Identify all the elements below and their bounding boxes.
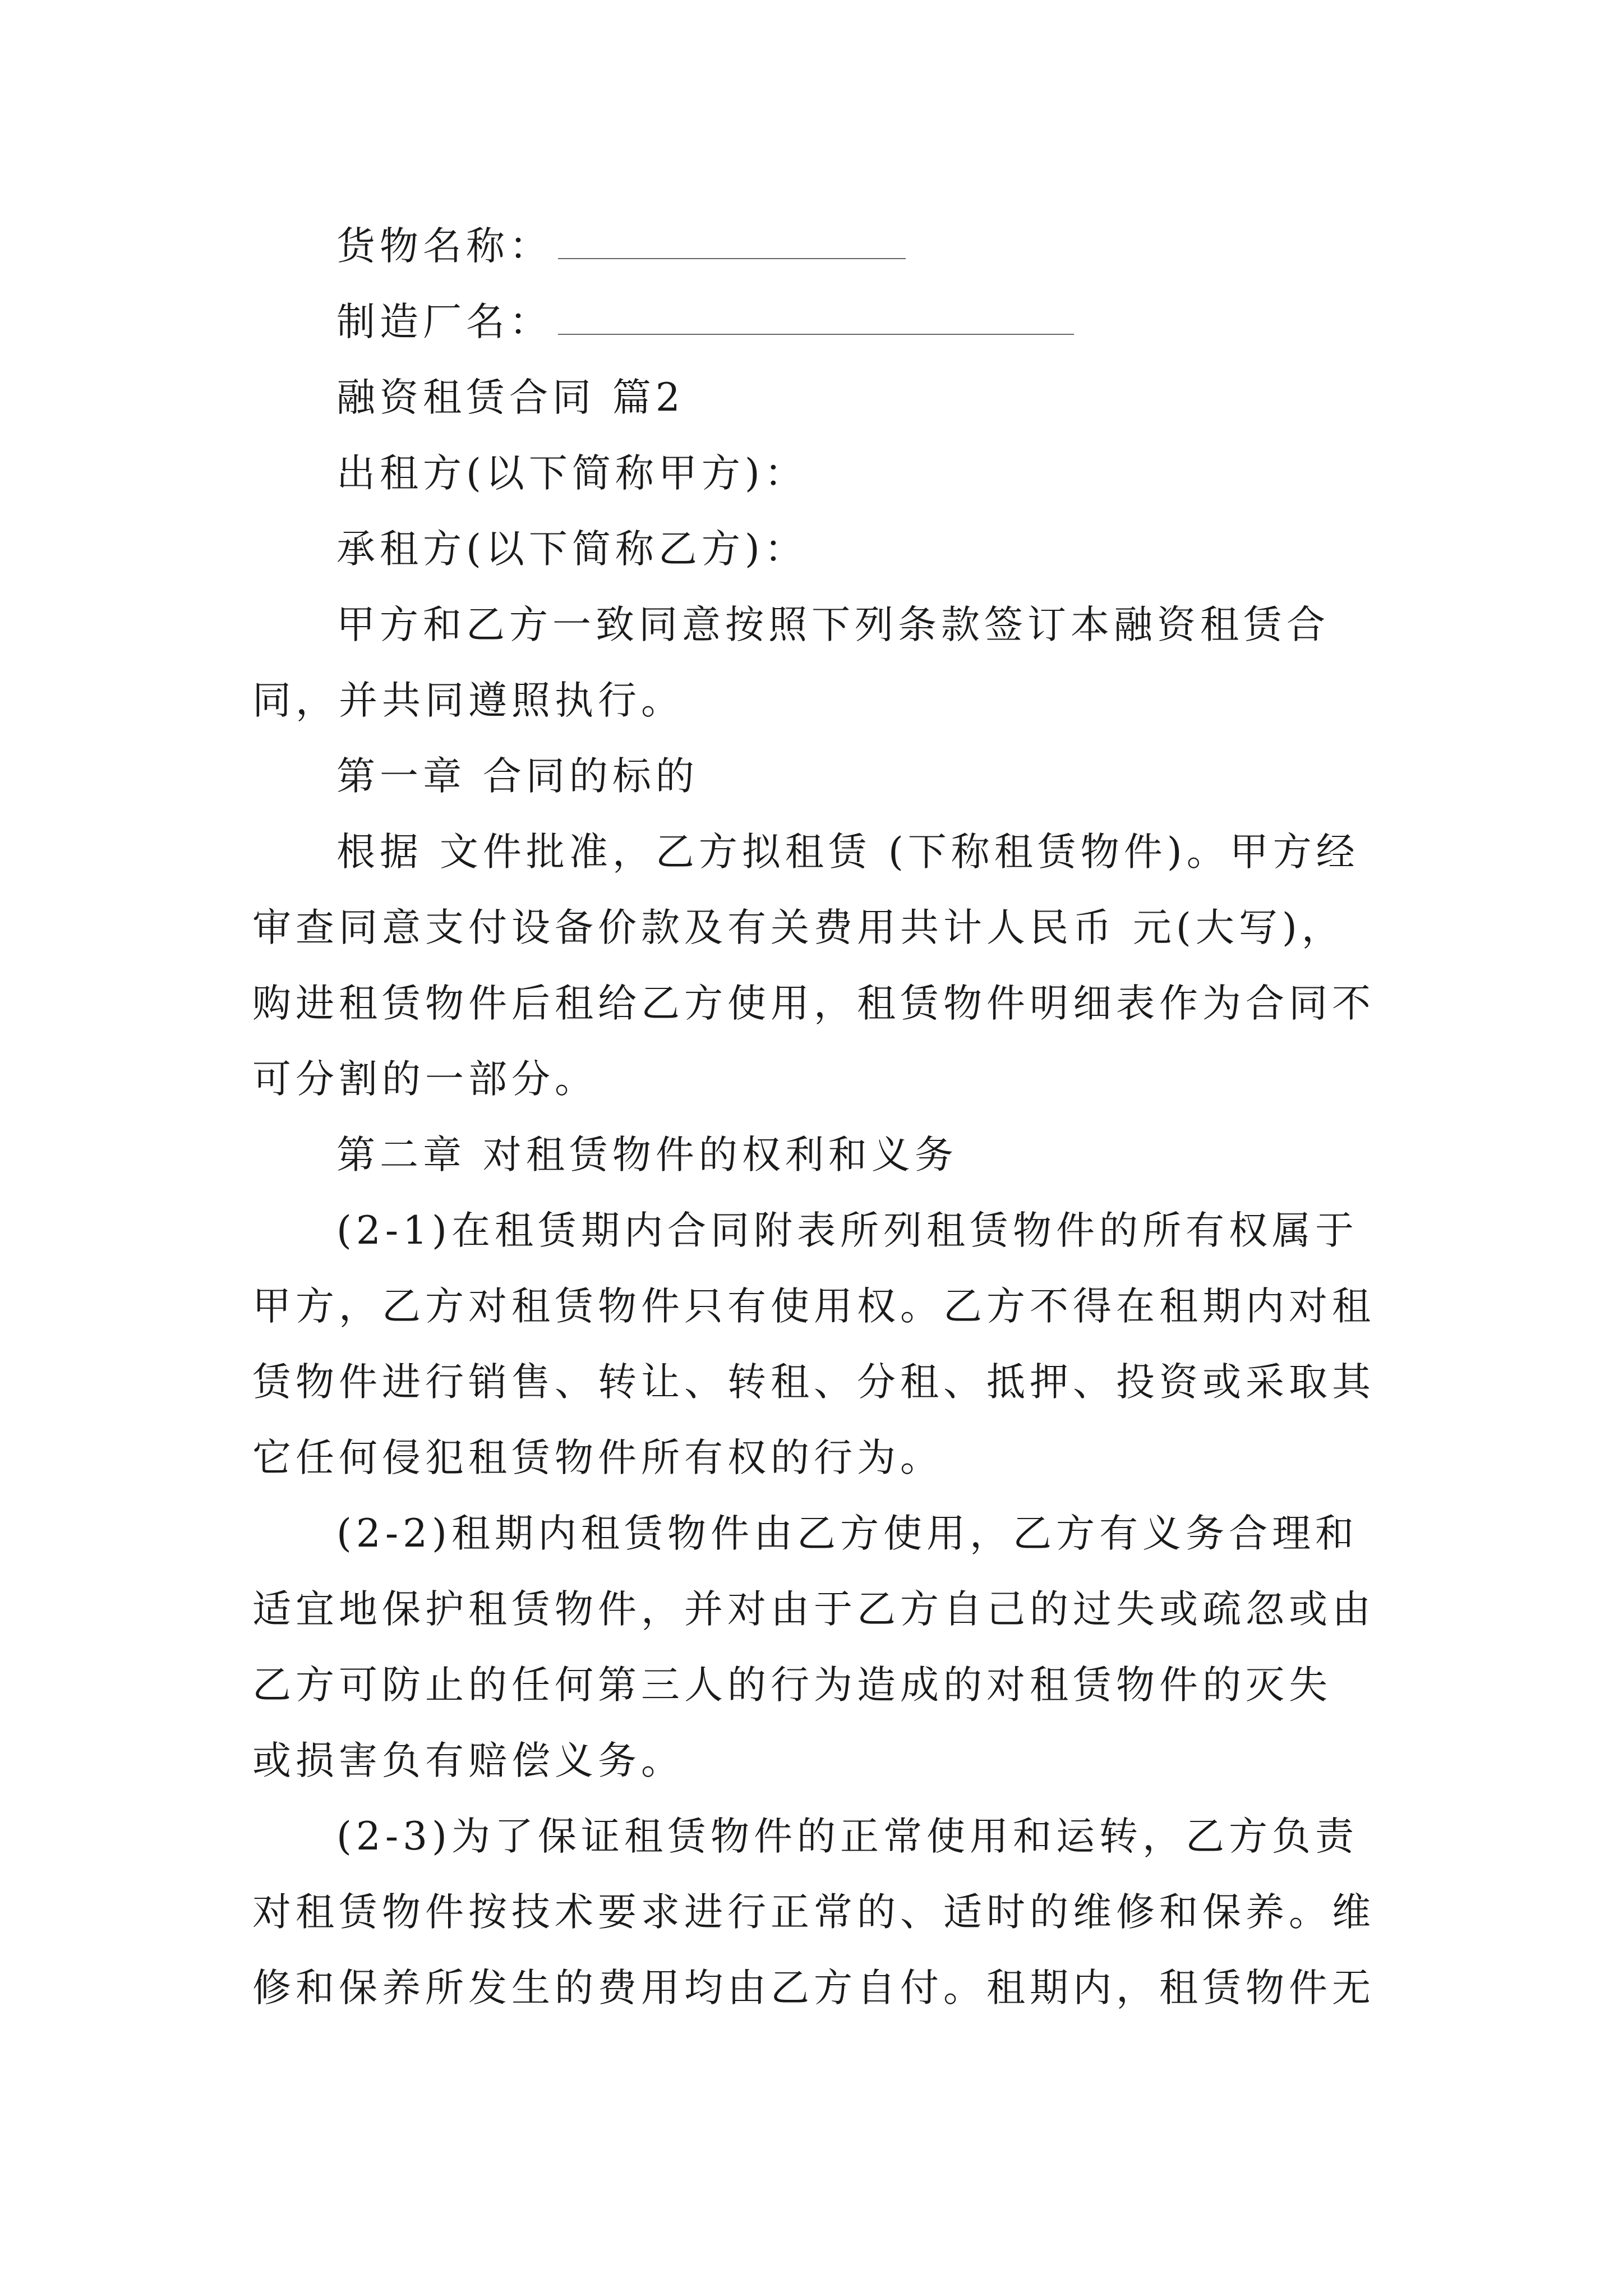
lessor-line: 出租方(以下简称甲方)： xyxy=(336,451,808,496)
goods-name-label: 货物名称： xyxy=(336,224,552,269)
paragraph-line: (2-2)租期内租赁物件由乙方使用，乙方有义务合理和 xyxy=(336,1511,1358,1556)
paragraph-line: 赁物件进行销售、转让、转租、分租、抵押、投资或采取其 xyxy=(252,1360,1375,1405)
paragraph-line: 根据 文件批准，乙方拟租赁 (下称租赁物件)。甲方经 xyxy=(336,830,1359,875)
paragraph-line: 适宜地保护租赁物件，并对由于乙方自己的过失或疏忽或由 xyxy=(252,1587,1375,1632)
paragraph-line: 甲方和乙方一致同意按照下列条款签订本融资租赁合 xyxy=(336,602,1330,647)
chapter-heading: 第一章 合同的标的 xyxy=(336,754,699,799)
paragraph-line: 同，并共同遵照执行。 xyxy=(252,678,684,723)
lessee-line: 承租方(以下简称乙方)： xyxy=(336,527,808,572)
chapter-heading: 第二章 对租赁物件的权利和义务 xyxy=(336,1133,958,1177)
paragraph-line: 它任何侵犯租赁物件所有权的行为。 xyxy=(252,1435,943,1480)
paragraph-line: 修和保养所发生的费用均由乙方自付。租期内，租赁物件无 xyxy=(252,1966,1375,2010)
paragraph-line: 可分割的一部分。 xyxy=(252,1057,598,1102)
paragraph-line: 乙方可防止的任何第三人的行为造成的对租赁物件的灭失 xyxy=(252,1663,1332,1708)
paragraph-line: 或损害负有赔偿义务。 xyxy=(252,1738,684,1783)
paragraph-line: 购进租赁物件后租给乙方使用，租赁物件明细表作为合同不 xyxy=(252,981,1375,1026)
manufacturer-blank xyxy=(558,330,1074,335)
paragraph-line: (2-1)在租赁期内合同附表所列租赁物件的所有权属于 xyxy=(336,1208,1358,1253)
goods-name-line xyxy=(336,224,906,269)
manufacturer-label: 制造厂名： xyxy=(336,300,552,344)
paragraph-line: 审查同意支付设备价款及有关费用共计人民币 元(大写)， xyxy=(252,905,1345,950)
section-title: 融资租赁合同 篇2 xyxy=(336,375,685,420)
paragraph-line: (2-3)为了保证租赁物件的正常使用和运转，乙方负责 xyxy=(336,1814,1358,1859)
paragraph-line: 甲方，乙方对租赁物件只有使用权。乙方不得在租期内对租 xyxy=(252,1284,1375,1329)
manufacturer-line xyxy=(336,300,1074,344)
paragraph-line: 对租赁物件按技术要求进行正常的、适时的维修和保养。维 xyxy=(252,1890,1375,1935)
goods-name-blank xyxy=(558,255,906,259)
